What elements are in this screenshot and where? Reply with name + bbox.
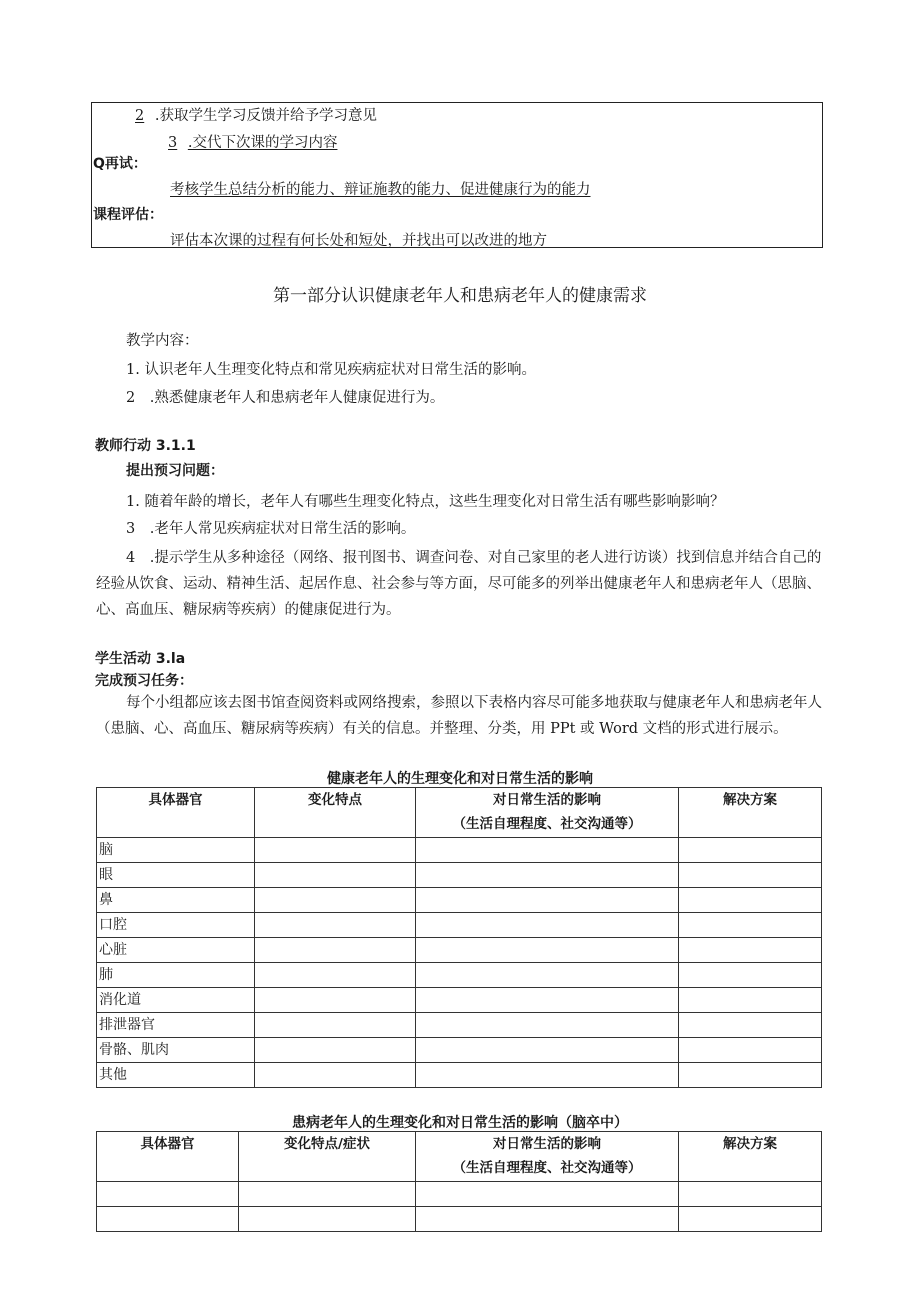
teaching-content-item: 2 .熟悉健康老年人和患病老年人健康促进行为。 (126, 390, 445, 406)
table2-header-impact-sub: （生活自理程度、社交沟通等） (452, 1160, 642, 1176)
table-row (97, 863, 822, 888)
table-row (97, 1013, 822, 1038)
impact-cell[interactable] (416, 938, 679, 963)
solution-cell[interactable] (679, 863, 822, 888)
teacher-action-heading: 教师行动 3.1.1 (95, 438, 196, 454)
table2-header-impact (416, 1132, 679, 1182)
solution-cell[interactable] (679, 1013, 822, 1038)
impact-cell[interactable] (416, 963, 679, 988)
change-cell[interactable] (255, 988, 416, 1013)
solution-cell[interactable] (679, 913, 822, 938)
impact-cell[interactable] (416, 888, 679, 913)
impact-cell[interactable] (416, 1063, 679, 1088)
solution-cell[interactable] (679, 988, 822, 1013)
impact-cell[interactable] (416, 1207, 679, 1232)
student-activity-body: 每个小组都应该去图书馆查阅资料或网络搜索，参照以下表格内容尽可能多地获取与健康老年人和患病老年人（患脑、心、高血压、糖尿病等疾病）有关的信息。并整理、分类，用 PPt 或 Word 文档的形式进行展示。 (96, 695, 822, 737)
teaching-content-item: 1. 认识老年人生理变化特点和常见疾病症状对日常生活的影响。 (126, 362, 536, 378)
table-row (97, 1038, 822, 1063)
student-activity-sub: 完成预习任务： (95, 673, 193, 689)
change-cell[interactable] (255, 938, 416, 963)
table2-header-row (97, 1132, 822, 1182)
impact-cell[interactable] (416, 838, 679, 863)
ill-elderly-table (96, 1131, 822, 1232)
table-row (97, 888, 822, 913)
organ-cell: 心脏 (97, 938, 255, 963)
course-eval-label: 课程评估： (93, 207, 163, 223)
healthy-elderly-table (96, 787, 822, 1088)
table2-header-change: 变化特点/症状 (239, 1132, 416, 1182)
preview-question-1: 1. 随着年龄的增长，老年人有哪些生理变化特点，这些生理变化对日常生活有哪些影响影响？ (126, 494, 725, 510)
table2-title: 患病老年人的生理变化和对日常生活的影响（脑卒中） (292, 1115, 628, 1131)
table1-header-organ: 具体器官 (97, 788, 255, 838)
change-cell[interactable] (255, 913, 416, 938)
organ-cell: 肺 (97, 963, 255, 988)
table2-header-solution: 解决方案 (679, 1132, 822, 1182)
table-row (97, 938, 822, 963)
solution-cell[interactable] (679, 838, 822, 863)
organ-cell: 骨骼、肌肉 (97, 1038, 255, 1063)
table-row (97, 838, 822, 863)
table2-header-impact-main: 对日常生活的影响 (493, 1136, 601, 1152)
solution-cell[interactable] (679, 1038, 822, 1063)
student-activity-heading: 学生活动 3.la (95, 651, 186, 667)
organ-cell: 脑 (97, 838, 255, 863)
retest-label: Q再试： (93, 156, 147, 172)
table1-header-impact (416, 788, 679, 838)
change-cell[interactable] (255, 963, 416, 988)
solution-cell[interactable] (679, 1207, 822, 1232)
organ-cell[interactable] (97, 1182, 239, 1207)
table-row (97, 1182, 822, 1207)
change-cell[interactable] (255, 1063, 416, 1088)
table-row (97, 988, 822, 1013)
wrapup-item-3-num: 3 (168, 135, 178, 151)
solution-cell[interactable] (679, 888, 822, 913)
organ-cell: 排泄器官 (97, 1013, 255, 1038)
change-cell[interactable] (255, 863, 416, 888)
organ-cell: 其他 (97, 1063, 255, 1088)
table1-header-change: 变化特点 (255, 788, 416, 838)
change-cell[interactable] (255, 838, 416, 863)
section-title: 第一部分认识健康老年人和患病老年人的健康需求 (273, 286, 647, 306)
table-row (97, 1063, 822, 1088)
change-cell[interactable] (239, 1182, 416, 1207)
table1-header-row (97, 788, 822, 838)
organ-cell: 消化道 (97, 988, 255, 1013)
preview-question-3: 3 .老年人常见疾病症状对日常生活的影响。 (126, 521, 416, 537)
retest-text: 考核学生总结分析的能力、辩证施教的能力、促进健康行为的能力 (170, 182, 591, 198)
impact-cell[interactable] (416, 1182, 679, 1207)
table-row (97, 963, 822, 988)
wrapup-item-2-num: 2 (135, 108, 145, 124)
impact-cell[interactable] (416, 913, 679, 938)
preview-question-4: 4 .提示学生从多种途径（网络、报刊图书、调查问卷、对自己家里的老人进行访谈）找到信息并结合自己的经验从饮食、运动、精神生活、起居作息、社会参与等方面，尽可能多的列举出健康老年人和患病老年人（思脑、心、高血压、糖尿病等疾病）的健康促进行为。 (96, 550, 822, 618)
organ-cell: 口腔 (97, 913, 255, 938)
change-cell[interactable] (239, 1207, 416, 1232)
table1-header-impact-main: 对日常生活的影响 (493, 792, 601, 808)
wrapup-item-2 (135, 104, 377, 125)
solution-cell[interactable] (679, 963, 822, 988)
solution-cell[interactable] (679, 1182, 822, 1207)
wrapup-item-2-text: .获取学生学习反馈并给予学习意见 (154, 108, 377, 124)
teacher-action-sub: 提出预习问题： (126, 463, 224, 479)
table1-header-solution: 解决方案 (679, 788, 822, 838)
impact-cell[interactable] (416, 988, 679, 1013)
table1-title: 健康老年人的生理变化和对日常生活的影响 (327, 771, 593, 787)
table-row (97, 913, 822, 938)
change-cell[interactable] (255, 1038, 416, 1063)
change-cell[interactable] (255, 888, 416, 913)
teaching-content-label: 教学内容： (126, 333, 199, 349)
change-cell[interactable] (255, 1013, 416, 1038)
organ-cell: 鼻 (97, 888, 255, 913)
impact-cell[interactable] (416, 1038, 679, 1063)
course-eval-text: 评估本次课的过程有何长处和短处，并找出可以改进的地方 (170, 233, 547, 249)
impact-cell[interactable] (416, 863, 679, 888)
table2-header-organ: 具体器官 (97, 1132, 239, 1182)
wrapup-item-3-text: .交代下次课的学习内容 (187, 135, 338, 151)
organ-cell: 眼 (97, 863, 255, 888)
impact-cell[interactable] (416, 1013, 679, 1038)
solution-cell[interactable] (679, 938, 822, 963)
organ-cell[interactable] (97, 1207, 239, 1232)
wrapup-item-3 (168, 131, 337, 152)
table-row (97, 1207, 822, 1232)
solution-cell[interactable] (679, 1063, 822, 1088)
table1-header-impact-sub: （生活自理程度、社交沟通等） (452, 816, 642, 832)
